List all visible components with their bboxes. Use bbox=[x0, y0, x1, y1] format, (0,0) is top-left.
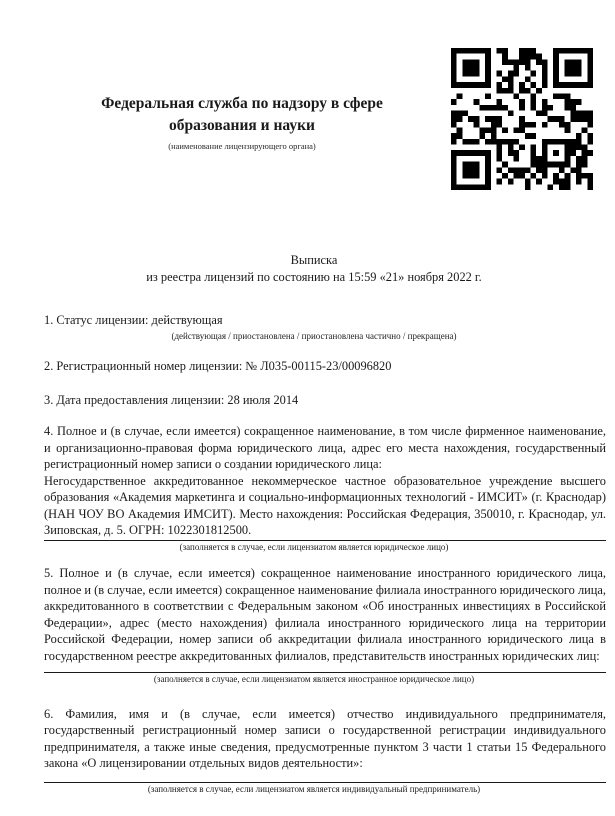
section-grant-date: 3. Дата предоставления лицензии: 28 июля 2014 bbox=[44, 392, 299, 407]
licensing-authority-header bbox=[44, 93, 440, 152]
individual-hint: (заполняется в случае, если лицензиатом является индивидуальный предприниматель) bbox=[147, 783, 481, 794]
foreign-entity-hint: (заполняется в случае, если лицензиатом является иностранное юридическое лицо) bbox=[153, 674, 475, 684]
section-individual-label: 6. Фамилия, имя и (в случае, если имеется) отчество индивидуального предпринимателя, государственный регистрационный номер записи о государственной регистрации индивидуального предпринимателя, а также иные сведения, предусмотренные пунктом 3 части 1 статьи 15 Федерального закона «О лицензировании отдельных видов деятельности»: bbox=[44, 706, 606, 770]
document-title bbox=[44, 252, 606, 285]
document-title-line1: Выписка bbox=[290, 253, 338, 267]
section-foreign-entity-label: 5. Полное и (в случае, если имеется) сокращенное наименование иностранного юридического лица, полное и (в случае, если имеется) сокращенное наименование филиала иностранного юридического лица, аккредитованного в соответствии с Федеральным законом «Об иностранных инвестициях в Российской Федерации», адрес (место нахождения) филиала иностранного юридического лица на территории Российской Федерации, номер записи об аккредитации филиала иностранного юридического лица в государственном реестре аккредитованных филиалов, представительств иностранных юридических лиц: bbox=[44, 566, 607, 663]
document-body bbox=[44, 252, 606, 795]
section-registration-number: 2. Регистрационный номер лицензии: № Л035-00115-23/00096820 bbox=[44, 359, 392, 373]
authority-name-line2: образования и науки bbox=[169, 117, 315, 134]
section-legal-entity-label: 4. Полное и (в случае, если имеется) сокращенное наименование, в том числе фирменное наименование, и организационно-правовая форма юридического лица, адрес его места нахождения, государственный регистрационный номер записи о создании юридического лица: bbox=[44, 424, 606, 471]
qr-code-icon bbox=[451, 48, 593, 190]
section-legal-entity-value: Негосударственное аккредитованное некоммерческое частное образовательное учреждение высшего образования «Академия маркетинга и социально-информационных технологий - ИМСИТ» (г. Краснодар) (НАН ЧОУ ВО Академия ИМСИТ). Место нахождения: Российская Федерация, 350010, г. Краснодар, ул. Зиповская, д. 5. ОГРН: 1022301812500. bbox=[44, 473, 606, 537]
legal-entity-hint: (заполняется в случае, если лицензиатом является юридическое лицо) bbox=[179, 541, 449, 552]
authority-name-line1: Федеральная служба по надзору в сфере bbox=[101, 95, 383, 112]
document-title-line2: из реестра лицензий по состоянию на 15:59 «21» ноября 2022 г. bbox=[146, 269, 482, 284]
authority-hint: (наименование лицензирующего органа) bbox=[168, 141, 316, 151]
section-license-status: 1. Статус лицензии: действующая bbox=[44, 313, 223, 327]
license-status-options-hint: (действующая / приостановлена / приостановлена частично / прекращена) bbox=[171, 330, 457, 341]
